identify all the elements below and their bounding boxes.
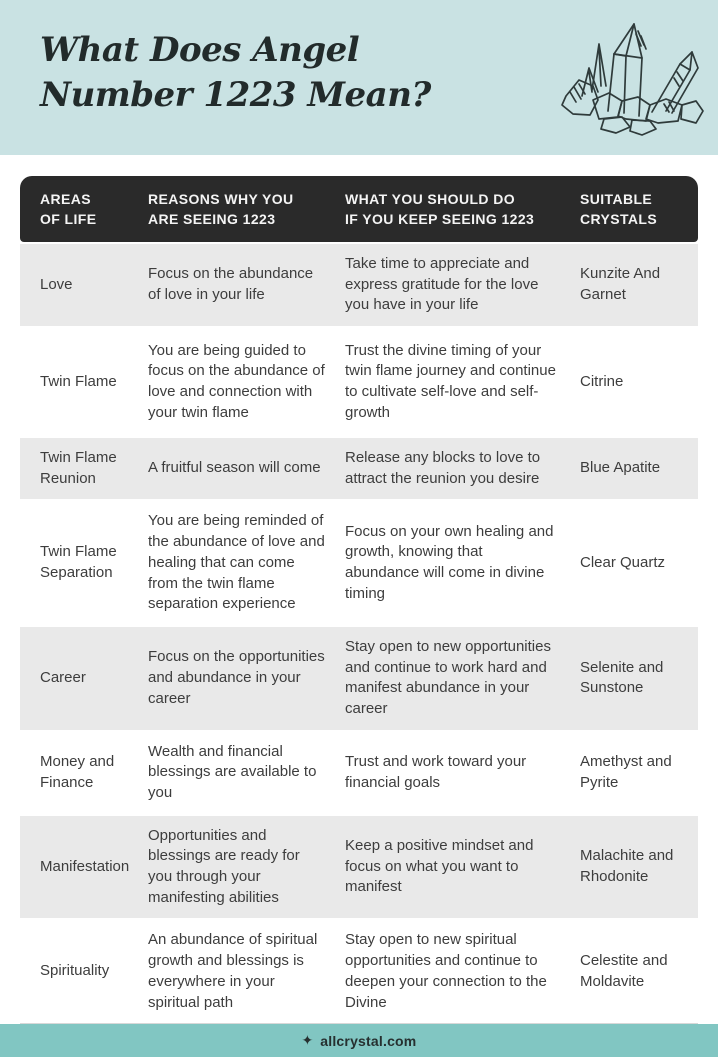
footer-bar	[0, 1024, 718, 1057]
reason-cell: You are being reminded of the abundance of love and healing that can come from the twin flame separation experience	[148, 512, 325, 613]
page-title	[40, 28, 431, 118]
col-header-areas-of-life: AREAS OF LIFE	[40, 190, 97, 227]
area-cell: Money and Finance	[40, 752, 115, 791]
action-cell: Take time to appreciate and express gratitude for the love you have in your life	[345, 255, 539, 314]
col-header-what-to-do: WHAT YOU SHOULD DO IF YOU KEEP SEEING 1223	[345, 190, 535, 227]
header-banner	[0, 0, 718, 155]
col-header-reasons: REASONS WHY YOU ARE SEEING 1223	[148, 190, 294, 227]
action-cell: Trust and work toward your financial goals	[345, 752, 527, 791]
page-title-line1: What Does Angel	[40, 30, 360, 70]
action-cell: Stay open to new spiritual opportunities and continue to deepen your connection to the Divine	[345, 931, 547, 1011]
reason-cell: An abundance of spiritual growth and blessings is everywhere in your spiritual path	[148, 931, 318, 1011]
crystals-cell: Selenite and Sunstone	[580, 658, 664, 697]
reason-cell: A fruitful season will come	[148, 459, 321, 477]
crystals-cell: Celestite and Moldavite	[580, 952, 668, 990]
table-row	[20, 436, 698, 499]
col-header-suitable-crystals: SUITABLE CRYSTALS	[580, 190, 658, 227]
table-row	[20, 625, 698, 730]
crystals-cell: Malachite and Rhodonite	[580, 847, 674, 886]
reason-cell: Focus on the opportunities and abundance in your career	[148, 648, 325, 707]
page-title-line2: Number 1223 Mean?	[40, 74, 431, 115]
area-cell: Twin Flame Separation	[40, 543, 117, 582]
reason-cell: Wealth and financial blessings are available to you	[148, 742, 317, 801]
action-cell: Keep a positive mindset and focus on what you want to manifest	[345, 837, 534, 896]
area-cell: Manifestation	[40, 857, 130, 875]
action-cell: Focus on your own healing and growth, knowing that abundance will come in divine timing	[345, 522, 554, 602]
table-row	[20, 814, 698, 919]
area-cell: Twin Flame	[40, 372, 117, 390]
reason-cell: Opportunities and blessings are ready for you through your manifesting abilities	[148, 826, 300, 906]
table-header-row	[20, 176, 698, 242]
area-cell: Love	[40, 275, 73, 293]
site-name: allcrystal.com	[320, 1032, 417, 1049]
reason-cell: You are being guided to focus on the abundance of love and connection with your twin flame	[148, 341, 325, 421]
crystals-cell: Amethyst and Pyrite	[580, 752, 672, 791]
area-cell: Twin Flame Reunion	[40, 449, 117, 487]
table-row	[20, 499, 698, 624]
action-cell: Stay open to new opportunities and continue to work hard and manifest abundance in your career	[345, 637, 551, 717]
crystals-cell: Citrine	[580, 372, 624, 390]
area-cell: Spirituality	[40, 962, 110, 980]
table-row	[20, 326, 698, 436]
crystals-cell: Blue Apatite	[580, 459, 661, 477]
action-cell: Trust the divine timing of your twin flame journey and continue to cultivate self-love and self-growth	[345, 341, 556, 421]
action-cell: Release any blocks to love to attract the reunion you desire	[345, 449, 541, 487]
crystals-cell: Kunzite And Garnet	[580, 265, 661, 304]
sparkle-icon: ✦	[301, 1032, 314, 1049]
crystal-cluster-icon	[546, 12, 706, 140]
table-row	[20, 918, 698, 1023]
crystals-cell: Clear Quartz	[580, 553, 666, 571]
area-cell: Career	[40, 668, 86, 686]
reason-cell: Focus on the abundance of love in your life	[148, 265, 314, 304]
table-row	[20, 242, 698, 326]
table-row	[20, 730, 698, 814]
meaning-table	[20, 176, 698, 1024]
